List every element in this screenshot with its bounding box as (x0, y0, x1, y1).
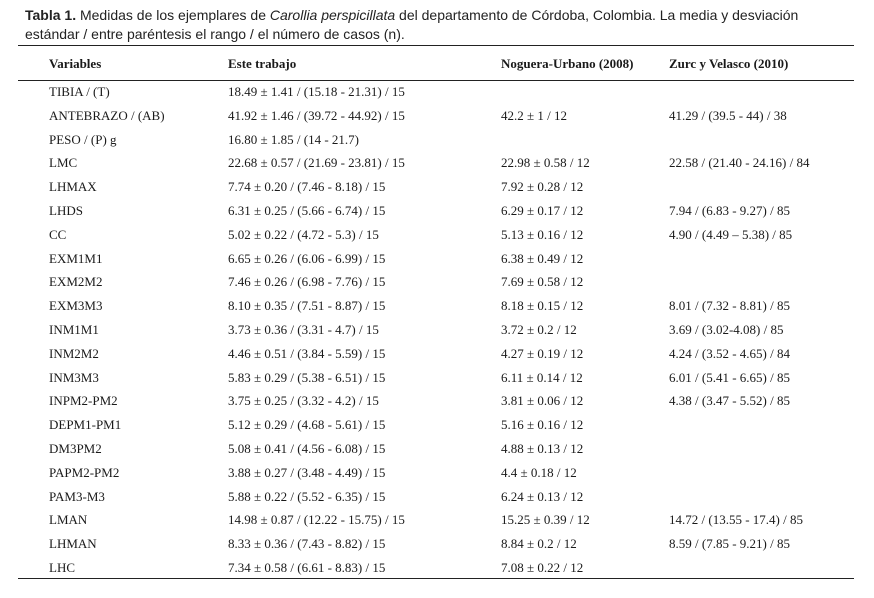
row-noguera-urbano: 6.38 ± 0.49 / 12 (501, 251, 584, 266)
table-row (0, 294, 874, 318)
row-variable: CC (49, 227, 67, 242)
species-name: Carollia perspicillata (269, 7, 396, 23)
row-zurc-velasco: 41.29 / (39.5 - 44) / 38 (669, 108, 787, 123)
row-este-trabajo: 7.34 ± 0.58 / (6.61 - 8.83) / 15 (228, 560, 386, 575)
table-top-rule (18, 45, 854, 46)
row-variable: LMAN (49, 512, 88, 527)
row-variable: LHC (49, 560, 75, 575)
table-row (0, 508, 874, 532)
row-zurc-velasco: 3.69 / (3.02-4.08) / 85 (669, 322, 784, 337)
table-row (0, 175, 874, 199)
row-este-trabajo: 16.80 ± 1.85 / (14 - 21.7) (228, 132, 359, 147)
row-este-trabajo: 14.98 ± 0.87 / (12.22 - 15.75) / 15 (228, 512, 405, 527)
row-zurc-velasco: 14.72 / (13.55 - 17.4) / 85 (669, 512, 803, 527)
row-noguera-urbano: 6.24 ± 0.13 / 12 (501, 489, 584, 504)
table-row (0, 151, 874, 175)
row-noguera-urbano: 4.27 ± 0.19 / 12 (501, 346, 584, 361)
table-row (0, 223, 874, 247)
row-variable: DM3PM2 (49, 441, 102, 456)
row-noguera-urbano: 15.25 ± 0.39 / 12 (501, 512, 590, 527)
row-noguera-urbano: 8.84 ± 0.2 / 12 (501, 536, 577, 551)
row-este-trabajo: 3.73 ± 0.36 / (3.31 - 4.7) / 15 (228, 322, 379, 337)
row-este-trabajo: 5.08 ± 0.41 / (4.56 - 6.08) / 15 (228, 441, 386, 456)
caption-text-before: Medidas de los ejemplares de (76, 7, 270, 23)
row-zurc-velasco: 4.38 / (3.47 - 5.52) / 85 (669, 393, 790, 408)
table-row (0, 413, 874, 437)
row-variable: EXM3M3 (49, 298, 103, 313)
row-noguera-urbano: 6.11 ± 0.14 / 12 (501, 370, 583, 385)
row-este-trabajo: 4.46 ± 0.51 / (3.84 - 5.59) / 15 (228, 346, 386, 361)
row-noguera-urbano: 5.13 ± 0.16 / 12 (501, 227, 584, 242)
row-variable: DEPM1-PM1 (49, 417, 122, 432)
row-variable: PAPM2-PM2 (49, 465, 120, 480)
table-row (0, 532, 874, 556)
row-variable: INM2M2 (49, 346, 99, 361)
row-este-trabajo: 5.02 ± 0.22 / (4.72 - 5.3) / 15 (228, 227, 379, 242)
table-row (0, 247, 874, 271)
table-row (0, 270, 874, 294)
row-zurc-velasco: 4.24 / (3.52 - 4.65) / 84 (669, 346, 790, 361)
row-zurc-velasco: 6.01 / (5.41 - 6.65) / 85 (669, 370, 790, 385)
table-row (0, 485, 874, 509)
row-variable: TIBIA / (T) (49, 84, 110, 99)
row-noguera-urbano: 5.16 ± 0.16 / 12 (501, 417, 584, 432)
row-zurc-velasco: 22.58 / (21.40 - 24.16) / 84 (669, 155, 810, 170)
row-variable: EXM2M2 (49, 274, 103, 289)
table-row (0, 199, 874, 223)
row-este-trabajo: 8.33 ± 0.36 / (7.43 - 8.82) / 15 (228, 536, 386, 551)
row-noguera-urbano: 3.72 ± 0.2 / 12 (501, 322, 577, 337)
row-variable: INM3M3 (49, 370, 99, 385)
row-noguera-urbano: 8.18 ± 0.15 / 12 (501, 298, 584, 313)
table-label: Tabla 1. (25, 7, 77, 23)
row-variable: ANTEBRAZO / (AB) (49, 108, 165, 123)
row-zurc-velasco: 4.90 / (4.49 – 5.38) / 85 (669, 227, 793, 242)
row-variable: LHDS (49, 203, 83, 218)
table-caption (25, 6, 855, 44)
row-noguera-urbano: 7.92 ± 0.28 / 12 (501, 179, 584, 194)
row-este-trabajo: 41.92 ± 1.46 / (39.72 - 44.92) / 15 (228, 108, 405, 123)
row-noguera-urbano: 4.88 ± 0.13 / 12 (501, 441, 584, 456)
row-noguera-urbano: 7.08 ± 0.22 / 12 (501, 560, 584, 575)
row-noguera-urbano: 6.29 ± 0.17 / 12 (501, 203, 584, 218)
table-row (0, 461, 874, 485)
row-noguera-urbano: 4.4 ± 0.18 / 12 (501, 465, 577, 480)
header-noguera-urbano: Noguera-Urbano (2008) (501, 56, 634, 71)
table-row (0, 104, 874, 128)
row-variable: INPM2-PM2 (49, 393, 118, 408)
header-este-trabajo: Este trabajo (228, 56, 297, 71)
row-este-trabajo: 3.75 ± 0.25 / (3.32 - 4.2) / 15 (228, 393, 379, 408)
row-este-trabajo: 6.65 ± 0.26 / (6.06 - 6.99) / 15 (228, 251, 386, 266)
row-variable: LMC (49, 155, 78, 170)
row-zurc-velasco: 7.94 / (6.83 - 9.27) / 85 (669, 203, 790, 218)
table-row (0, 437, 874, 461)
row-noguera-urbano: 22.98 ± 0.58 / 12 (501, 155, 590, 170)
header-zurc-velasco: Zurc y Velasco (2010) (669, 56, 789, 71)
row-este-trabajo: 7.74 ± 0.20 / (7.46 - 8.18) / 15 (228, 179, 386, 194)
row-este-trabajo: 3.88 ± 0.27 / (3.48 - 4.49) / 15 (228, 465, 386, 480)
row-este-trabajo: 5.88 ± 0.22 / (5.52 - 6.35) / 15 (228, 489, 386, 504)
table-row (0, 389, 874, 413)
row-variable: LHMAX (49, 179, 97, 194)
row-variable: INM1M1 (49, 322, 99, 337)
caption-text-after: del departamento de Córdoba, Colombia. La media y desviación estándar / entre paréntesis el rango / el número de casos (n). (25, 7, 799, 42)
table-bottom-rule (18, 578, 854, 579)
table-row (0, 366, 874, 390)
table-row (0, 128, 874, 152)
table-row (0, 556, 874, 580)
row-este-trabajo: 7.46 ± 0.26 / (6.98 - 7.76) / 15 (228, 274, 386, 289)
table-row (0, 342, 874, 366)
row-zurc-velasco: 8.59 / (7.85 - 9.21) / 85 (669, 536, 790, 551)
table-row (0, 318, 874, 342)
row-este-trabajo: 5.12 ± 0.29 / (4.68 - 5.61) / 15 (228, 417, 386, 432)
table-row (0, 80, 874, 104)
row-este-trabajo: 18.49 ± 1.41 / (15.18 - 21.31) / 15 (228, 84, 405, 99)
row-variable: EXM1M1 (49, 251, 103, 266)
row-zurc-velasco: 8.01 / (7.32 - 8.81) / 85 (669, 298, 790, 313)
row-noguera-urbano: 3.81 ± 0.06 / 12 (501, 393, 584, 408)
row-noguera-urbano: 7.69 ± 0.58 / 12 (501, 274, 584, 289)
row-este-trabajo: 6.31 ± 0.25 / (5.66 - 6.74) / 15 (228, 203, 386, 218)
table-header-row (0, 52, 874, 76)
row-variable: PAM3-M3 (49, 489, 105, 504)
row-variable: PESO / (P) g (49, 132, 117, 147)
row-este-trabajo: 5.83 ± 0.29 / (5.38 - 6.51) / 15 (228, 370, 386, 385)
row-noguera-urbano: 42.2 ± 1 / 12 (501, 108, 567, 123)
row-este-trabajo: 22.68 ± 0.57 / (21.69 - 23.81) / 15 (228, 155, 405, 170)
row-este-trabajo: 8.10 ± 0.35 / (7.51 - 8.87) / 15 (228, 298, 386, 313)
row-variable: LHMAN (49, 536, 97, 551)
header-variables: Variables (49, 56, 102, 71)
